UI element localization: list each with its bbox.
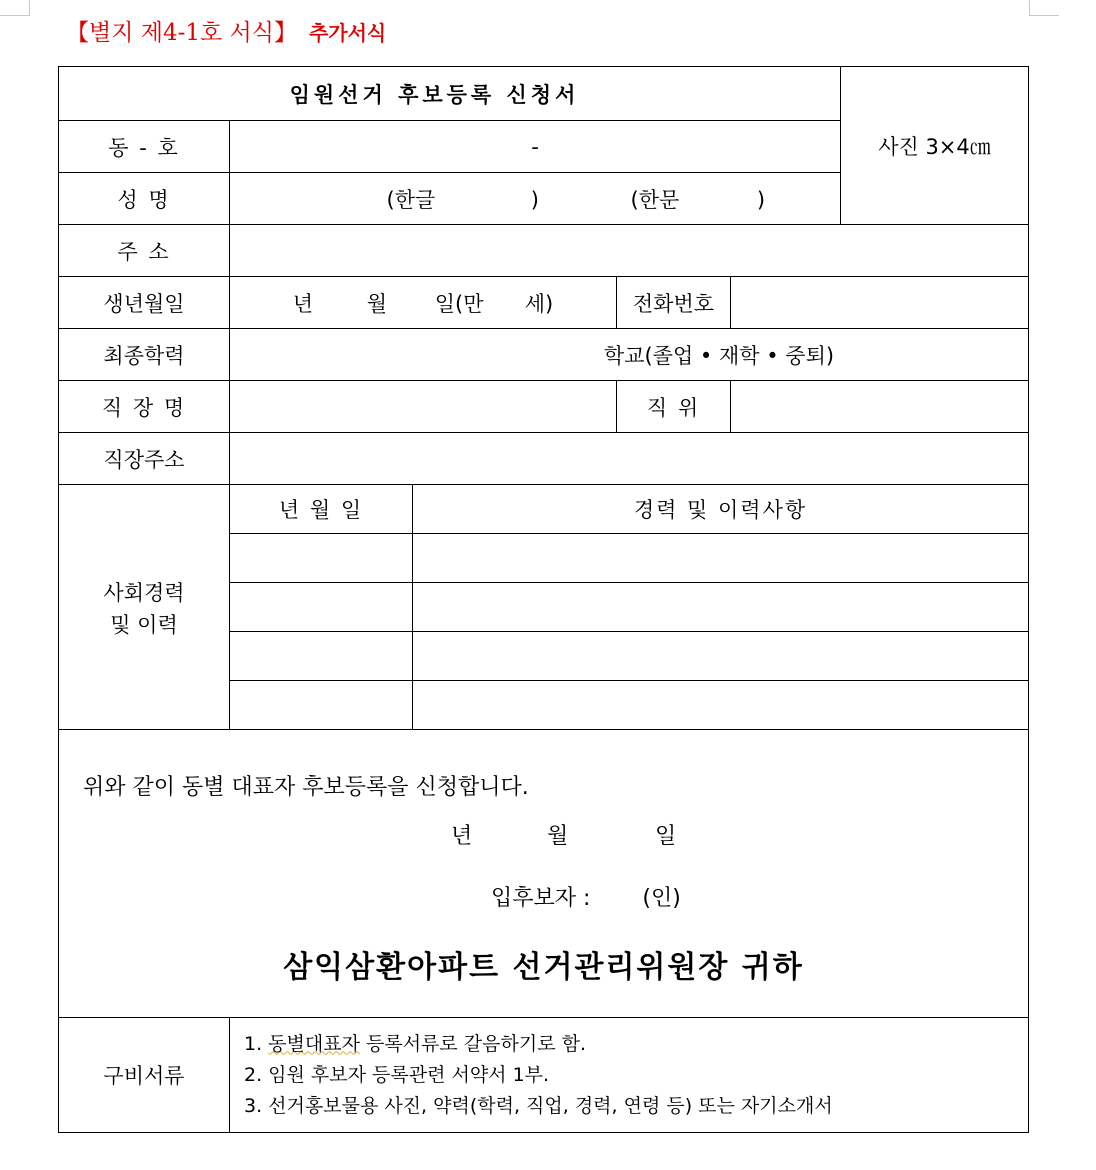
document-item-2: 2. 임원 후보자 등록관련 서약서 1부. <box>244 1063 550 1086</box>
name-korean-open: (한글 <box>386 187 436 212</box>
date-year-unit: 년 <box>451 824 473 849</box>
extra-form-label: 추가서식 <box>308 21 387 45</box>
career-label-line1: 사회경력 <box>103 581 185 605</box>
form-header-label <box>66 14 386 47</box>
application-form-table <box>58 66 1029 1133</box>
spellcheck-underlined-word: 동별대표자 <box>268 1032 360 1055</box>
document-item-1: 1. 동별대표자 등록서류로 갈음하기로 함. <box>244 1032 587 1055</box>
documents-list <box>230 1018 1029 1133</box>
form-title: 임원선거 후보등록 신청서 <box>59 67 841 121</box>
position-field[interactable] <box>731 381 1029 433</box>
declaration-text: 위와 같이 동별 대표자 후보등록을 신청합니다. <box>83 775 529 800</box>
document-item-3: 3. 선거홍보물용 사진, 약력(학력, 직업, 경력, 연령 등) 또는 자기소개서 <box>244 1094 833 1117</box>
declaration-section <box>59 730 1029 1018</box>
birth-age-unit: 세) <box>524 291 554 316</box>
name-hanja-open: (한문 <box>630 187 680 212</box>
work-address-row <box>59 433 1029 485</box>
career-label <box>59 485 230 730</box>
phone-field[interactable] <box>731 277 1029 329</box>
photo-placeholder[interactable]: 사진 3×4㎝ <box>841 67 1029 225</box>
recipient-line: 삼익삼환아파트 선거관리위원장 귀하 <box>283 950 804 985</box>
address-field[interactable] <box>230 225 1029 277</box>
education-field[interactable]: 학교(졸업 • 재학 • 중퇴) <box>230 329 1029 381</box>
dong-ho-label: 동 - 호 <box>59 121 230 173</box>
career-date-cell[interactable] <box>230 681 413 730</box>
seal-placeholder: (인) <box>642 886 681 911</box>
career-date-cell[interactable] <box>230 583 413 632</box>
dong-ho-field[interactable]: - <box>230 121 841 173</box>
birth-day-age: 일(만 <box>434 291 484 316</box>
documents-row <box>59 1018 1029 1133</box>
career-detail-cell[interactable] <box>413 632 1029 681</box>
education-label: 최종학력 <box>59 329 230 381</box>
form-number: 【별지 제4-1호 서식】 <box>66 20 297 46</box>
address-label: 주 소 <box>59 225 230 277</box>
name-korean-close: ) <box>530 187 539 212</box>
page-corner-marker-right <box>1029 0 1059 16</box>
work-address-field[interactable] <box>230 433 1029 485</box>
birth-month-unit: 월 <box>366 291 388 316</box>
birth-field[interactable] <box>230 277 617 329</box>
birth-year-unit: 년 <box>292 291 314 316</box>
workplace-field[interactable] <box>230 381 617 433</box>
name-field[interactable] <box>230 173 841 225</box>
position-label: 직 위 <box>617 381 731 433</box>
applicant-signature-line <box>491 881 681 912</box>
documents-label: 구비서류 <box>59 1018 230 1133</box>
date-day-unit: 일 <box>655 824 677 849</box>
career-detail-header: 경력 및 이력사항 <box>413 485 1029 534</box>
career-header-row <box>59 485 1029 534</box>
applicant-label: 입후보자 : <box>491 886 591 911</box>
title-row <box>59 67 1029 121</box>
birth-row <box>59 277 1029 329</box>
workplace-label: 직 장 명 <box>59 381 230 433</box>
phone-label: 전화번호 <box>617 277 731 329</box>
work-address-label: 직장주소 <box>59 433 230 485</box>
career-detail-cell[interactable] <box>413 583 1029 632</box>
career-detail-cell[interactable] <box>413 681 1029 730</box>
name-hanja-close: ) <box>756 187 766 212</box>
page-corner-marker-left <box>0 0 30 16</box>
career-date-header: 년 월 일 <box>230 485 413 534</box>
name-label: 성 명 <box>59 173 230 225</box>
workplace-row <box>59 381 1029 433</box>
career-detail-cell[interactable] <box>413 534 1029 583</box>
declaration-row <box>59 730 1029 1018</box>
career-date-cell[interactable] <box>230 534 413 583</box>
address-row <box>59 225 1029 277</box>
career-label-line2: 및 이력 <box>110 613 178 637</box>
birth-label: 생년월일 <box>59 277 230 329</box>
date-month-unit: 월 <box>547 824 569 849</box>
education-row <box>59 329 1029 381</box>
career-date-cell[interactable] <box>230 632 413 681</box>
